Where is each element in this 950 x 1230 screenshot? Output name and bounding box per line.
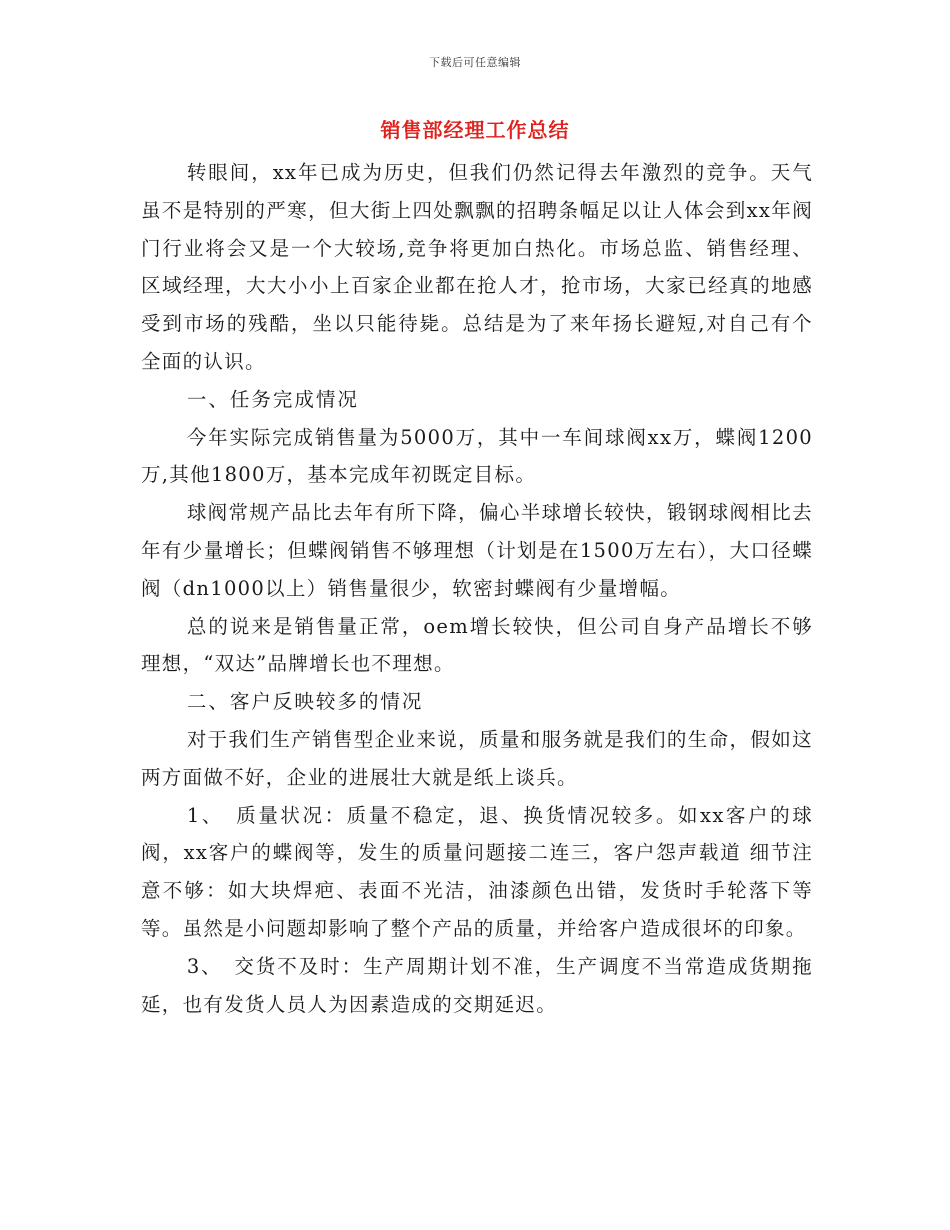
paragraph-quality-service: 对于我们生产销售型企业来说，质量和服务就是我们的生命，假如这两方面做不好，企业的进展壮大就是纸上谈兵。: [141, 727, 813, 789]
paragraph-overall-summary: 总的说来是销售量正常，oem增长较快，但公司自身产品增长不够理想，“双达”品牌增长也不理想。: [141, 614, 813, 676]
paragraph-sales-volume: 今年实际完成销售量为5000万，其中一车间球阀xx万，蝶阀1200万,其他1800万，基本完成年初既定目标。: [141, 425, 813, 487]
document-body: [141, 154, 813, 1023]
section-heading-task-completion: 一、任务完成情况: [186, 387, 359, 411]
document-title: 销售部经理工作总结: [380, 118, 570, 142]
section-heading-customer-feedback: 二、客户反映较多的情况: [186, 690, 424, 714]
paragraph-delivery-delay: 3、 交货不及时：生产周期计划不准，生产调度不当常造成货期拖延，也有发货人员人为因素造成的交期延迟。: [141, 954, 813, 1016]
paragraph-product-analysis: 球阀常规产品比去年有所下降，偏心半球增长较快，锻钢球阀相比去年有少量增长；但蝶阀销售不够理想（计划是在1500万左右），大口径蝶阀（dn1000以上）销售量很少，软密封蝶阀有少量增幅。: [141, 501, 813, 600]
paragraph-quality-status: 1、 质量状况：质量不稳定，退、换货情况较多。如xx客户的球阀，xx客户的蝶阀等，发生的质量问题接二连三，客户怨声载道 细节注意不够：如大块焊疤、表面不光洁，油漆颜色出错，发货时手轮落下等等。虽然是小问题却影响了整个产品的质量，并给客户造成很坏的印象。: [141, 803, 813, 940]
paragraph-intro: 转眼间，xx年已成为历史，但我们仍然记得去年激烈的竞争。天气虽不是特别的严寒，但大街上四处飘飘的招聘条幅足以让人体会到xx年阀门行业将会又是一个大较场,竞争将更加白热化。市场总监、销售经理、区域经理，大大小小上百家企业都在抢人才，抢市场，大家已经真的地感受到市场的残酷，坐以只能待毙。总结是为了来年扬长避短,对自己有个全面的认识。: [141, 161, 813, 373]
header-note: 下载后可任意编辑: [429, 56, 521, 69]
